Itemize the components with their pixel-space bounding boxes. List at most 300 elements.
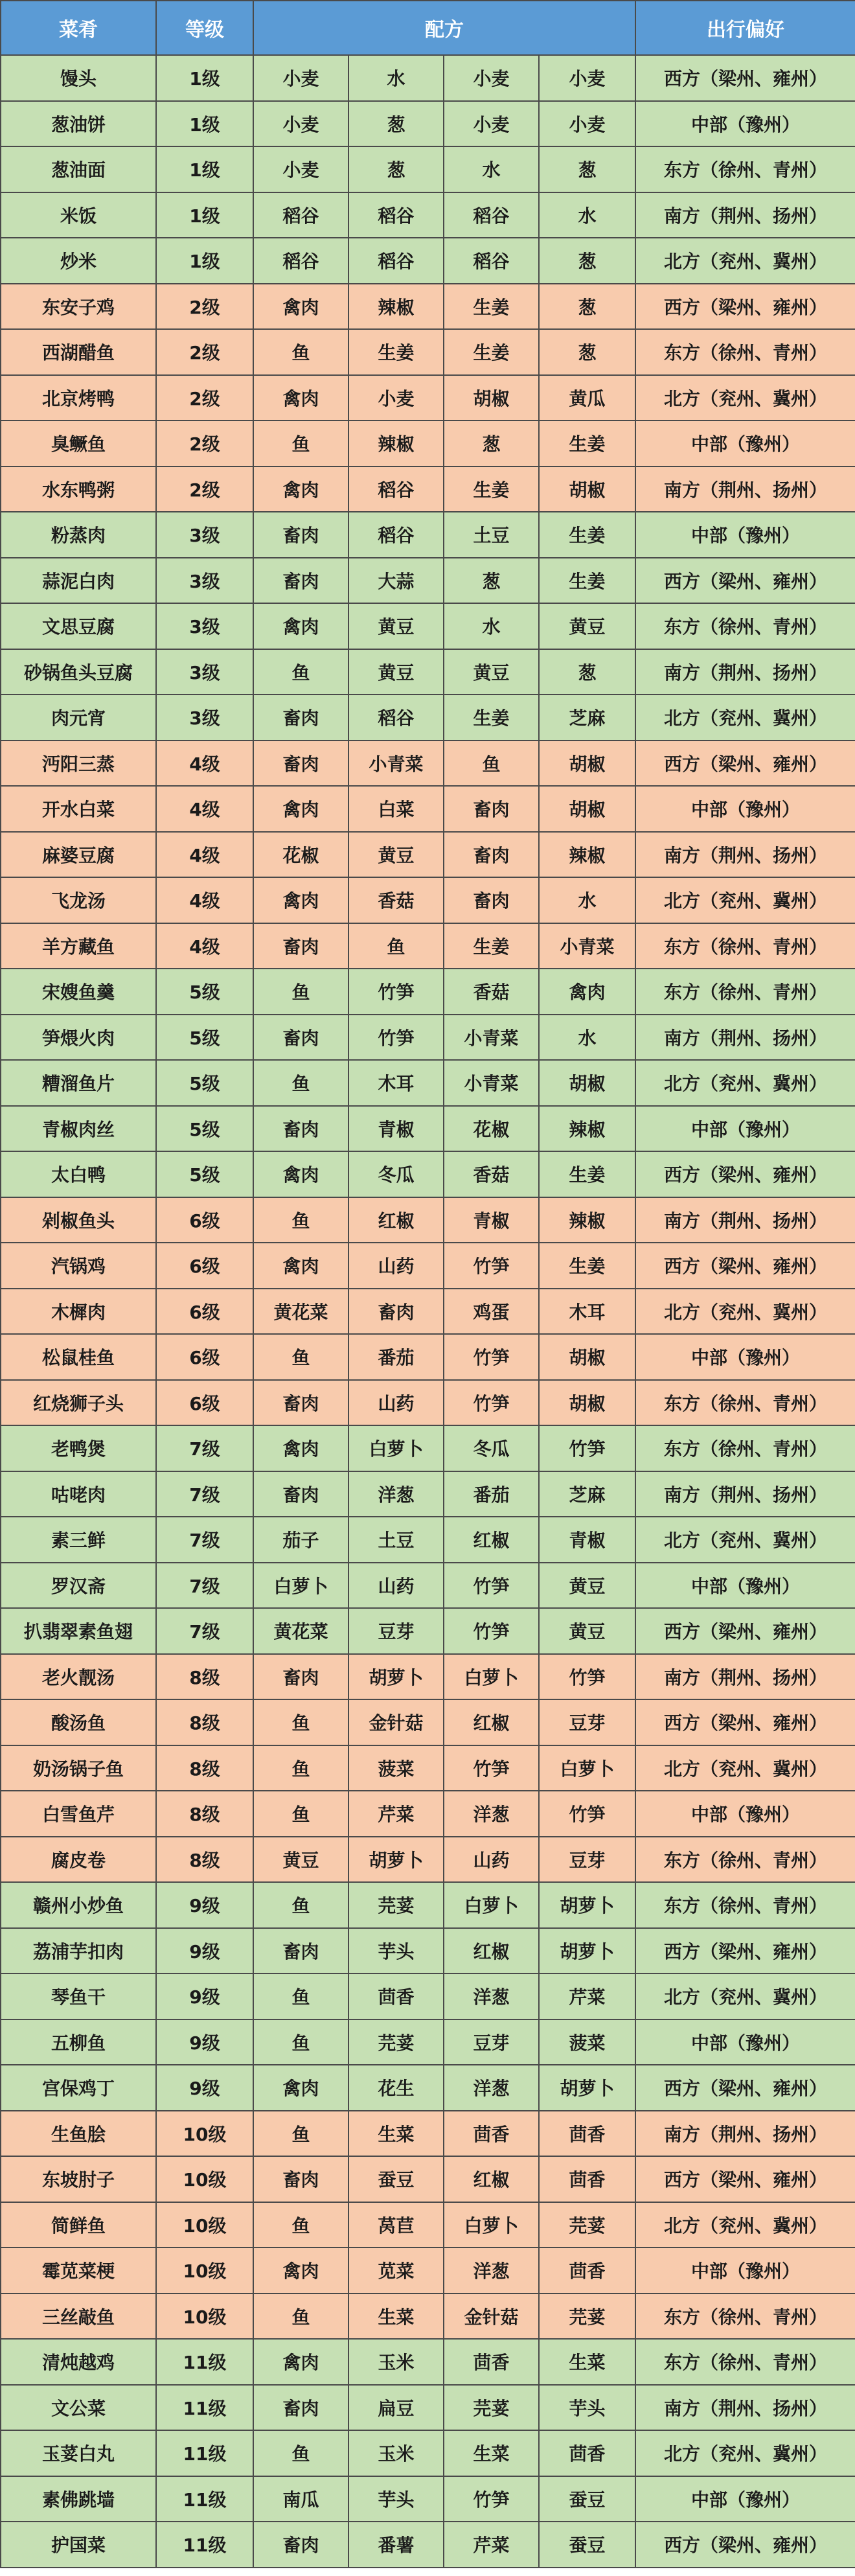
table-row [1,466,855,512]
ingredient-3-cell: 畜肉 [444,832,539,878]
ingredient-3-cell: 小青菜 [444,1015,539,1061]
dish-cell: 米饭 [1,192,156,238]
table-row [1,146,855,192]
ingredient-1-cell: 小麦 [253,101,348,147]
ingredient-4-cell: 小麦 [539,101,635,147]
dish-cell: 赣州小炒鱼 [1,1882,156,1928]
ingredient-3-cell: 水 [444,146,539,192]
preference-cell: 北方（兖州、冀州） [635,2430,855,2476]
table-row [1,2111,855,2157]
dish-cell: 西湖醋鱼 [1,329,156,375]
level-cell: 1级 [156,101,253,147]
level-cell: 6级 [156,1380,253,1426]
dish-cell: 文思豆腐 [1,603,156,649]
dish-cell: 素三鲜 [1,1517,156,1563]
level-cell: 4级 [156,832,253,878]
table-row [1,420,855,466]
table-row [1,1745,855,1791]
preference-cell: 南方（荆州、扬州） [635,1471,855,1517]
dish-cell: 炒米 [1,238,156,284]
ingredient-2-cell: 白萝卜 [348,1425,444,1471]
ingredient-3-cell: 生菜 [444,2430,539,2476]
preference-cell: 北方（兖州、冀州） [635,2202,855,2248]
ingredient-4-cell: 芝麻 [539,695,635,741]
ingredient-3-cell: 畜肉 [444,877,539,923]
ingredient-3-cell: 白萝卜 [444,2202,539,2248]
ingredient-1-cell: 禽肉 [253,1243,348,1289]
level-cell: 8级 [156,1699,253,1745]
ingredient-4-cell: 胡萝卜 [539,1928,635,1974]
preference-cell: 西方（梁州、雍州） [635,284,855,330]
ingredient-3-cell: 稻谷 [444,192,539,238]
dish-cell: 五柳鱼 [1,2019,156,2065]
level-cell: 2级 [156,329,253,375]
preference-cell: 东方（徐州、青州） [635,969,855,1015]
ingredient-4-cell: 葱 [539,329,635,375]
ingredient-1-cell: 禽肉 [253,2065,348,2111]
table-row [1,1425,855,1471]
table-row [1,55,855,101]
dish-cell: 文公菜 [1,2385,156,2431]
ingredient-2-cell: 稻谷 [348,466,444,512]
ingredient-4-cell: 蚕豆 [539,2522,635,2568]
level-cell: 6级 [156,1197,253,1243]
ingredient-4-cell: 芋头 [539,2385,635,2431]
table-row [1,832,855,878]
level-cell: 1级 [156,238,253,284]
table-row [1,923,855,969]
ingredient-3-cell: 红椒 [444,1517,539,1563]
dish-cell: 宫保鸡丁 [1,2065,156,2111]
preference-cell: 东方（徐州、青州） [635,1425,855,1471]
level-cell: 5级 [156,1106,253,1152]
dish-cell: 清炖越鸡 [1,2339,156,2385]
level-cell: 11级 [156,2339,253,2385]
ingredient-3-cell: 鱼 [444,741,539,787]
ingredient-1-cell: 鱼 [253,1973,348,2019]
ingredient-4-cell: 水 [539,1015,635,1061]
ingredient-2-cell: 番茄 [348,1334,444,1380]
level-cell: 10级 [156,2156,253,2202]
ingredient-4-cell: 胡椒 [539,1060,635,1106]
ingredient-2-cell: 玉米 [348,2430,444,2476]
ingredient-3-cell: 葱 [444,558,539,604]
level-cell: 2级 [156,466,253,512]
dish-cell: 馒头 [1,55,156,101]
ingredient-3-cell: 水 [444,603,539,649]
ingredient-3-cell: 芫荽 [444,2385,539,2431]
ingredient-3-cell: 生姜 [444,923,539,969]
ingredient-1-cell: 禽肉 [253,284,348,330]
ingredient-1-cell: 鱼 [253,1882,348,1928]
table-row [1,2202,855,2248]
level-cell: 11级 [156,2385,253,2431]
ingredient-3-cell: 竹笋 [444,1563,539,1609]
ingredient-3-cell: 稻谷 [444,238,539,284]
level-cell: 4级 [156,741,253,787]
preference-cell: 东方（徐州、青州） [635,2294,855,2340]
table-row [1,1654,855,1700]
ingredient-2-cell: 小青菜 [348,741,444,787]
dish-cell: 飞龙汤 [1,877,156,923]
preference-cell: 北方（兖州、冀州） [635,1745,855,1791]
ingredient-2-cell: 稻谷 [348,192,444,238]
ingredient-1-cell: 畜肉 [253,2385,348,2431]
dish-cell: 扒翡翠素鱼翅 [1,1608,156,1654]
ingredient-1-cell: 畜肉 [253,1015,348,1061]
dish-cell: 北京烤鸭 [1,375,156,421]
preference-cell: 中部（豫州） [635,2476,855,2522]
preference-cell: 西方（梁州、雍州） [635,1699,855,1745]
preference-cell: 中部（豫州） [635,2248,855,2294]
dish-cell: 红烧狮子头 [1,1380,156,1426]
preference-cell: 南方（荆州、扬州） [635,2111,855,2157]
ingredient-4-cell: 小麦 [539,55,635,101]
ingredient-4-cell: 黄豆 [539,1563,635,1609]
preference-cell: 中部（豫州） [635,1334,855,1380]
ingredient-2-cell: 竹笋 [348,969,444,1015]
ingredient-3-cell: 生姜 [444,329,539,375]
dish-cell: 东安子鸡 [1,284,156,330]
ingredient-3-cell: 白萝卜 [444,1654,539,1700]
table-row [1,1928,855,1974]
level-cell: 7级 [156,1517,253,1563]
table-row [1,2248,855,2294]
ingredient-2-cell: 葱 [348,101,444,147]
preference-cell: 北方（兖州、冀州） [635,1060,855,1106]
dish-cell: 老火靓汤 [1,1654,156,1700]
level-cell: 2级 [156,420,253,466]
ingredient-1-cell: 鱼 [253,2111,348,2157]
dish-cell: 简鲜鱼 [1,2202,156,2248]
level-cell: 9级 [156,1973,253,2019]
level-cell: 8级 [156,1837,253,1883]
dish-cell: 水东鸭粥 [1,466,156,512]
ingredient-3-cell: 竹笋 [444,1334,539,1380]
ingredient-3-cell: 竹笋 [444,1380,539,1426]
ingredient-2-cell: 辣椒 [348,284,444,330]
preference-cell: 南方（荆州、扬州） [635,1015,855,1061]
table-row [1,192,855,238]
ingredient-4-cell: 芫荽 [539,2294,635,2340]
preference-cell: 东方（徐州、青州） [635,1837,855,1883]
ingredient-1-cell: 畜肉 [253,1928,348,1974]
ingredient-4-cell: 葱 [539,649,635,695]
ingredient-4-cell: 胡萝卜 [539,2065,635,2111]
ingredient-3-cell: 黄豆 [444,649,539,695]
table-row [1,1517,855,1563]
level-cell: 6级 [156,1289,253,1335]
table-row [1,329,855,375]
ingredient-4-cell: 豆芽 [539,1837,635,1883]
ingredient-1-cell: 畜肉 [253,741,348,787]
ingredient-4-cell: 葱 [539,284,635,330]
dish-cell: 白雪鱼芹 [1,1791,156,1837]
dish-cell: 腐皮卷 [1,1837,156,1883]
dish-cell: 琴鱼干 [1,1973,156,2019]
ingredient-2-cell: 莴苣 [348,2202,444,2248]
ingredient-3-cell: 豆芽 [444,2019,539,2065]
ingredient-3-cell: 生姜 [444,284,539,330]
dish-cell: 护国菜 [1,2522,156,2568]
dish-cell: 粉蒸肉 [1,512,156,558]
ingredient-2-cell: 小麦 [348,375,444,421]
dish-cell: 玉荽白丸 [1,2430,156,2476]
preference-cell: 东方（徐州、青州） [635,329,855,375]
preference-cell: 西方（梁州、雍州） [635,1608,855,1654]
table-row [1,1015,855,1061]
level-cell: 9级 [156,2065,253,2111]
ingredient-4-cell: 胡椒 [539,1380,635,1426]
header-row [1,1,855,55]
ingredient-3-cell: 葱 [444,420,539,466]
ingredient-3-cell: 白萝卜 [444,1882,539,1928]
preference-cell: 西方（梁州、雍州） [635,1243,855,1289]
ingredient-3-cell: 茴香 [444,2339,539,2385]
ingredient-4-cell: 辣椒 [539,1106,635,1152]
preference-cell: 南方（荆州、扬州） [635,1197,855,1243]
level-cell: 10级 [156,2202,253,2248]
table-row [1,1106,855,1152]
table-row [1,558,855,604]
preference-cell: 西方（梁州、雍州） [635,2156,855,2202]
ingredient-3-cell: 山药 [444,1837,539,1883]
ingredient-4-cell: 生姜 [539,1243,635,1289]
table-row [1,1197,855,1243]
level-cell: 6级 [156,1243,253,1289]
dish-cell: 汽锅鸡 [1,1243,156,1289]
level-cell: 11级 [156,2430,253,2476]
ingredient-4-cell: 豆芽 [539,1699,635,1745]
table-row [1,1151,855,1197]
table-row [1,2156,855,2202]
ingredient-3-cell: 畜肉 [444,786,539,832]
ingredient-4-cell: 竹笋 [539,1791,635,1837]
ingredient-1-cell: 黄花菜 [253,1608,348,1654]
ingredient-2-cell: 胡萝卜 [348,1654,444,1700]
table-row [1,2476,855,2522]
ingredient-1-cell: 花椒 [253,832,348,878]
preference-cell: 北方（兖州、冀州） [635,877,855,923]
ingredient-1-cell: 畜肉 [253,2156,348,2202]
ingredient-4-cell: 生姜 [539,558,635,604]
preference-cell: 中部（豫州） [635,786,855,832]
ingredient-3-cell: 茴香 [444,2111,539,2157]
ingredient-4-cell: 黄豆 [539,1608,635,1654]
table-row [1,695,855,741]
level-cell: 10级 [156,2294,253,2340]
preference-cell: 中部（豫州） [635,1791,855,1837]
ingredient-4-cell: 生姜 [539,420,635,466]
table-row [1,1471,855,1517]
dish-cell: 荔浦芋扣肉 [1,1928,156,1974]
ingredient-4-cell: 白萝卜 [539,1745,635,1791]
preference-cell: 中部（豫州） [635,1563,855,1609]
table-row [1,2065,855,2111]
dish-cell: 宋嫂鱼羹 [1,969,156,1015]
level-cell: 8级 [156,1654,253,1700]
preference-cell: 南方（荆州、扬州） [635,1654,855,1700]
ingredient-2-cell: 冬瓜 [348,1151,444,1197]
ingredient-3-cell: 鸡蛋 [444,1289,539,1335]
preference-cell: 西方（梁州、雍州） [635,1928,855,1974]
ingredient-2-cell: 白菜 [348,786,444,832]
ingredient-4-cell: 芫荽 [539,2202,635,2248]
ingredient-2-cell: 胡萝卜 [348,1837,444,1883]
ingredient-1-cell: 白萝卜 [253,1563,348,1609]
ingredient-2-cell: 洋葱 [348,1471,444,1517]
table-row [1,1837,855,1883]
ingredient-1-cell: 畜肉 [253,512,348,558]
ingredient-4-cell: 茴香 [539,2156,635,2202]
ingredient-1-cell: 禽肉 [253,786,348,832]
dish-cell: 葱油饼 [1,101,156,147]
dish-cell: 罗汉斋 [1,1563,156,1609]
preference-cell: 西方（梁州、雍州） [635,55,855,101]
dish-cell: 东坡肘子 [1,2156,156,2202]
ingredient-2-cell: 番薯 [348,2522,444,2568]
ingredient-2-cell: 芋头 [348,2476,444,2522]
ingredient-1-cell: 畜肉 [253,2522,348,2568]
ingredient-3-cell: 香菇 [444,969,539,1015]
ingredient-4-cell: 蚕豆 [539,2476,635,2522]
ingredient-3-cell: 花椒 [444,1106,539,1152]
ingredient-1-cell: 畜肉 [253,923,348,969]
table-row [1,1973,855,2019]
preference-cell: 北方（兖州、冀州） [635,1973,855,2019]
ingredient-1-cell: 鱼 [253,2294,348,2340]
level-cell: 4级 [156,877,253,923]
ingredient-3-cell: 小青菜 [444,1060,539,1106]
level-cell: 10级 [156,2248,253,2294]
header-preference: 出行偏好 [635,1,855,55]
level-cell: 9级 [156,1882,253,1928]
ingredient-2-cell: 芋头 [348,1928,444,1974]
level-cell: 5级 [156,1060,253,1106]
level-cell: 3级 [156,695,253,741]
level-cell: 9级 [156,2019,253,2065]
preference-cell: 中部（豫州） [635,512,855,558]
ingredient-1-cell: 畜肉 [253,695,348,741]
level-cell: 9级 [156,1928,253,1974]
ingredient-2-cell: 辣椒 [348,420,444,466]
ingredient-1-cell: 鱼 [253,329,348,375]
ingredient-3-cell: 香菇 [444,1151,539,1197]
preference-cell: 北方（兖州、冀州） [635,238,855,284]
table-row [1,1334,855,1380]
table-row [1,2339,855,2385]
table-row [1,741,855,787]
table-row [1,969,855,1015]
preference-cell: 南方（荆州、扬州） [635,649,855,695]
ingredient-4-cell: 葱 [539,146,635,192]
dish-cell: 肉元宵 [1,695,156,741]
ingredient-2-cell: 生菜 [348,2111,444,2157]
ingredient-3-cell: 洋葱 [444,1791,539,1837]
ingredient-4-cell: 胡椒 [539,786,635,832]
table-row [1,101,855,147]
table-row [1,2385,855,2431]
preference-cell: 南方（荆州、扬州） [635,192,855,238]
ingredient-2-cell: 花生 [348,2065,444,2111]
level-cell: 1级 [156,55,253,101]
dish-cell: 剁椒鱼头 [1,1197,156,1243]
preference-cell: 东方（徐州、青州） [635,1882,855,1928]
ingredient-2-cell: 青椒 [348,1106,444,1152]
ingredient-3-cell: 生姜 [444,695,539,741]
ingredient-1-cell: 稻谷 [253,192,348,238]
ingredient-4-cell: 芝麻 [539,1471,635,1517]
table-row [1,1060,855,1106]
ingredient-1-cell: 鱼 [253,649,348,695]
preference-cell: 东方（徐州、青州） [635,146,855,192]
table-row [1,786,855,832]
preference-cell: 东方（徐州、青州） [635,603,855,649]
ingredient-1-cell: 禽肉 [253,1151,348,1197]
ingredient-4-cell: 胡椒 [539,1334,635,1380]
ingredient-2-cell: 山药 [348,1380,444,1426]
ingredient-1-cell: 茄子 [253,1517,348,1563]
ingredient-2-cell: 山药 [348,1243,444,1289]
ingredient-3-cell: 小麦 [444,55,539,101]
ingredient-3-cell: 竹笋 [444,1608,539,1654]
ingredient-3-cell: 洋葱 [444,1973,539,2019]
dish-cell: 蒜泥白肉 [1,558,156,604]
table-row [1,1563,855,1609]
preference-cell: 西方（梁州、雍州） [635,2065,855,2111]
ingredient-2-cell: 稻谷 [348,238,444,284]
ingredient-1-cell: 稻谷 [253,238,348,284]
level-cell: 3级 [156,649,253,695]
dish-cell: 砂锅鱼头豆腐 [1,649,156,695]
ingredient-2-cell: 稻谷 [348,695,444,741]
ingredient-4-cell: 水 [539,192,635,238]
level-cell: 11级 [156,2476,253,2522]
ingredient-4-cell: 木耳 [539,1289,635,1335]
ingredient-2-cell: 水 [348,55,444,101]
dish-cell: 素佛跳墙 [1,2476,156,2522]
level-cell: 4级 [156,923,253,969]
dish-cell: 葱油面 [1,146,156,192]
ingredient-4-cell: 竹笋 [539,1654,635,1700]
preference-cell: 北方（兖州、冀州） [635,1289,855,1335]
ingredient-2-cell: 黄豆 [348,649,444,695]
ingredient-3-cell: 红椒 [444,1928,539,1974]
level-cell: 2级 [156,284,253,330]
ingredient-1-cell: 黄豆 [253,1837,348,1883]
table-row [1,877,855,923]
ingredient-1-cell: 畜肉 [253,1380,348,1426]
dish-cell: 生鱼脍 [1,2111,156,2157]
table-row [1,284,855,330]
ingredient-2-cell: 蚕豆 [348,2156,444,2202]
dish-cell: 霉苋菜梗 [1,2248,156,2294]
table-row [1,2522,855,2568]
ingredient-1-cell: 鱼 [253,1060,348,1106]
ingredient-1-cell: 小麦 [253,146,348,192]
ingredient-4-cell: 黄瓜 [539,375,635,421]
level-cell: 6级 [156,1334,253,1380]
ingredient-2-cell: 芫荽 [348,2019,444,2065]
table-row [1,1608,855,1654]
table-row [1,1699,855,1745]
table-row [1,2430,855,2476]
dish-cell: 笋煨火肉 [1,1015,156,1061]
dish-cell: 青椒肉丝 [1,1106,156,1152]
ingredient-3-cell: 红椒 [444,1699,539,1745]
preference-cell: 西方（梁州、雍州） [635,2522,855,2568]
ingredient-1-cell: 禽肉 [253,466,348,512]
